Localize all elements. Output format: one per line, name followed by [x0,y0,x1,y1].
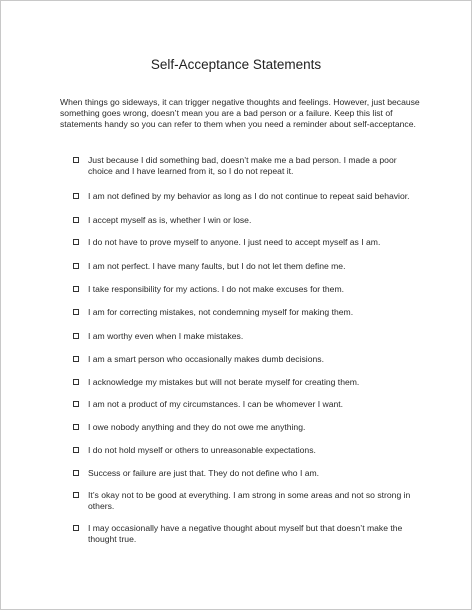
checkbox-icon[interactable] [73,470,79,476]
statement-text: I take responsibility for my actions. I do not make excuses for them. [88,284,345,294]
checkbox-icon[interactable] [73,263,79,269]
statement-text: I am not perfect. I have many faults, but I do not let them define me. [88,261,346,271]
statement-text: I owe nobody anything and they do not owe me anything. [88,422,306,432]
statement-text: Success or failure are just that. They do not define who I am. [88,468,320,478]
checkbox-icon[interactable] [73,333,79,339]
statement-text: I do not have to prove myself to anyone. I just need to accept myself as I am. [88,237,381,247]
checkbox-icon[interactable] [73,492,79,498]
statement-text: I may occasionally have a negative thought about myself but that doesn’t make the thought true. [88,523,403,544]
statement-text: I acknowledge my mistakes but will not berate myself for creating them. [88,377,360,387]
checkbox-icon[interactable] [73,525,79,531]
statement-text: I am not defined by my behavior as long as I do not continue to repeat said behavior. [88,191,410,201]
checkbox-icon[interactable] [73,193,79,199]
page-title: Self-Acceptance Statements [150,57,322,72]
checkbox-icon[interactable] [73,157,79,163]
checkbox-icon[interactable] [73,356,79,362]
checkbox-icon[interactable] [73,424,79,430]
statement-text: It’s okay not to be good at everything. I am strong in some areas and not so strong in others. [88,490,411,511]
statement-text: I accept myself as is, whether I win or lose. [88,215,252,225]
checkbox-icon[interactable] [73,286,79,292]
statement-text: I am a smart person who occasionally makes dumb decisions. [88,354,324,364]
checkbox-icon[interactable] [73,309,79,315]
intro-paragraph: When things go sideways, it can trigger negative thoughts and feelings. However, just because something goes wrong, doesn’t mean you are a bad person or a failure. Keep this list of statements handy so you can refer to them when you need a reminder about self-acceptance. [60,97,420,129]
checkbox-icon[interactable] [73,401,79,407]
statement-text: I am not a product of my circumstances. I can be whomever I want. [88,399,344,409]
checkbox-icon[interactable] [73,217,79,223]
checkbox-icon[interactable] [73,239,79,245]
statement-text: I am worthy even when I make mistakes. [88,331,244,341]
statement-text: I am for correcting mistakes, not condemning myself for making them. [88,307,354,317]
checkbox-icon[interactable] [73,447,79,453]
statement-text: I do not hold myself or others to unreasonable expectations. [88,445,316,455]
checkbox-icon[interactable] [73,379,79,385]
statement-text: Just because I did something bad, doesn’t make me a bad person. I made a poor choice and I have learned from it, so I do not repeat it. [88,155,397,176]
